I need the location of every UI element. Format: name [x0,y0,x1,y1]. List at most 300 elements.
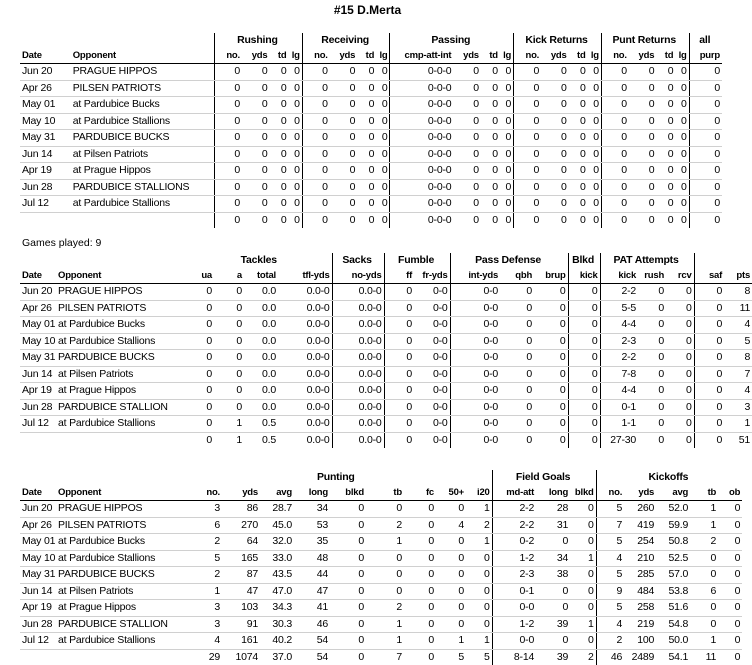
opponent-name: at Pardubice Stallions [56,550,182,567]
total-cell: 0 [675,212,689,228]
stat-cell: 0 [366,567,404,584]
stat-cell: 2-2 [600,350,638,367]
stat-cell: 0 [215,80,242,97]
stat-cell: 0 [436,567,466,584]
opponent-name: at Pilsen Patriots [71,146,215,163]
opponent-name: at Pardubice Stallions [56,333,188,350]
stat-cell: 0 [242,97,269,114]
stat-cell: 0 [629,146,656,163]
stat-cell: 54 [294,633,330,650]
group-header: Sacks [332,253,384,268]
total-cell: 0-0 [414,432,450,448]
stat-cell: 0-0-0 [390,146,453,163]
stat-cell: 5 [182,550,222,567]
column-header: cmp-att-int [390,48,453,64]
total-cell: 0 [569,212,588,228]
stat-cell: 0 [404,550,436,567]
stat-cell: 0 [541,97,568,114]
total-cell: 37.0 [260,649,294,665]
stat-cell: 0 [188,366,214,383]
stat-cell: 0 [656,179,675,196]
game-date: Jun 28 [20,399,56,416]
stat-cell: 0 [601,64,628,81]
stat-cell: 4-4 [600,317,638,334]
stat-cell: 0 [690,550,718,567]
stat-cell: 0 [656,163,675,180]
stat-cell: 0 [570,600,596,617]
stat-cell: 0 [568,300,600,317]
stat-cell: 0-0-0 [390,97,453,114]
stat-cell: 0.0-0 [332,284,384,301]
kicking-stats-table [20,470,742,665]
stat-cell: 0 [601,196,628,213]
stat-cell: 0 [500,350,534,367]
stat-cell: 0 [288,64,302,81]
column-header: yds [624,485,656,501]
stat-cell: 0 [330,567,366,584]
stat-cell: 52.0 [656,501,690,518]
stat-cell: 0 [453,146,480,163]
stat-cell: 91 [222,616,260,633]
stat-cell: 0 [718,534,742,551]
stat-cell: 0 [675,196,689,213]
stat-cell: 87 [222,567,260,584]
stat-cell: 0 [357,113,376,130]
stat-cell: 3 [724,399,752,416]
stat-cell: 0 [384,366,414,383]
stat-cell: 0 [481,179,500,196]
column-header: no. [601,48,628,64]
group-header: Pass Defense [450,253,568,268]
stat-cell: 34.3 [260,600,294,617]
stat-cell: 0 [481,64,500,81]
stat-cell: 0 [588,80,602,97]
column-header: total [244,268,278,284]
table-row [20,550,742,567]
stat-cell: 0 [638,300,666,317]
stat-cell: 0 [601,163,628,180]
column-header: Opponent [56,268,188,284]
stat-cell: 0 [188,333,214,350]
column-header: Date [20,485,56,501]
total-cell: 8-14 [492,649,536,665]
stat-cell: 1 [570,550,596,567]
opponent-name: at Prague Hippos [56,383,188,400]
stat-cell: 86 [222,501,260,518]
stat-cell: 484 [624,583,656,600]
stat-cell: 0 [629,130,656,147]
column-header: pts [724,268,752,284]
total-cell: 0 [330,649,366,665]
stat-cell: 0 [569,64,588,81]
column-header: td [357,48,376,64]
stat-cell: 3 [182,600,222,617]
stat-cell: 34 [294,501,330,518]
stat-cell: 0 [214,399,244,416]
stat-cell: 0 [288,146,302,163]
stat-cell: 0 [384,399,414,416]
stat-cell: 1 [436,633,466,650]
stat-cell: 0 [718,616,742,633]
stat-cell: 0 [269,130,288,147]
stat-cell: 0 [330,80,357,97]
column-header: yds [222,485,260,501]
stat-cell: 0 [601,113,628,130]
stat-cell: 0 [536,534,570,551]
stat-cell: 0.0 [244,383,278,400]
stat-cell: 0 [288,163,302,180]
column-header: ob [718,485,742,501]
stat-cell: 53.8 [656,583,690,600]
stat-cell: 0 [384,333,414,350]
stat-cell: 0 [242,163,269,180]
table-row [20,300,752,317]
stat-cell: 0 [436,501,466,518]
stat-cell: 0 [214,366,244,383]
total-cell [20,212,71,228]
stat-cell: 8 [724,284,752,301]
stat-cell: 0 [357,163,376,180]
stat-cell: 0 [330,179,357,196]
stat-cell: 0 [656,64,675,81]
stat-cell: 0 [366,583,404,600]
stat-cell: 0 [481,130,500,147]
stat-cell: 0 [541,80,568,97]
total-cell: 0 [215,212,242,228]
stat-cell: 0 [514,113,541,130]
stat-cell: 0 [215,163,242,180]
stat-cell: 0 [302,97,329,114]
stat-cell: 0 [588,97,602,114]
stat-cell: 0 [569,80,588,97]
column-header: md-att [492,485,536,501]
stat-cell: 0-0 [414,317,450,334]
stat-cell: 0 [514,80,541,97]
game-date: Apr 19 [20,163,71,180]
stat-cell: 0 [269,179,288,196]
stat-cell: 0 [269,80,288,97]
stat-cell: 0.0-0 [332,416,384,433]
stat-cell: 0 [569,179,588,196]
stat-cell: 0 [514,163,541,180]
total-cell: 0 [453,212,480,228]
total-cell: 0 [500,432,534,448]
stat-cell: 0 [404,567,436,584]
stat-cell: 0 [638,399,666,416]
stat-cell: 0 [718,550,742,567]
stat-cell: 0 [302,179,329,196]
stat-cell: 0 [638,350,666,367]
total-cell: 0 [689,212,722,228]
stat-cell: 2-2 [492,517,536,534]
column-header: blkd [330,485,366,501]
opponent-name: at Prague Hippos [71,163,215,180]
stat-cell: 0 [601,97,628,114]
stat-cell: 0 [330,113,357,130]
opponent-name: PARDUBICE STALLION [56,399,188,416]
column-header: ua [188,268,214,284]
stat-cell: 0 [302,64,329,81]
stat-cell: 2 [690,534,718,551]
stat-cell: 0 [656,80,675,97]
stat-cell: 0 [569,130,588,147]
table-row [20,416,752,433]
stat-cell: 0 [215,97,242,114]
stat-cell: 0 [534,383,568,400]
opponent-name: PARDUBICE BUCKS [71,130,215,147]
total-cell: 0 [638,432,666,448]
table-row [20,284,752,301]
stat-cell: 0.0 [244,333,278,350]
stat-cell: 0 [242,64,269,81]
stat-cell: 0 [500,113,514,130]
stat-cell: 0 [404,616,436,633]
game-date: May 31 [20,130,71,147]
opponent-name: at Pardubice Stallions [56,633,182,650]
game-date: Jun 28 [20,179,71,196]
stat-cell: 0 [188,383,214,400]
table-row [20,97,722,114]
total-cell: 0 [384,432,414,448]
opponent-name: at Pilsen Patriots [56,583,182,600]
stat-cell: 0 [453,130,480,147]
total-cell: 54.1 [656,649,690,665]
stat-cell: 0 [500,333,534,350]
stat-cell: 0.0-0 [278,383,332,400]
stat-cell: 103 [222,600,260,617]
column-header: fc [404,485,436,501]
stat-cell: 2 [466,517,492,534]
game-date: Apr 26 [20,300,56,317]
stat-cell: 0 [302,130,329,147]
stat-cell: 0.0-0 [332,399,384,416]
stat-cell: 2 [596,633,624,650]
column-header: td [481,48,500,64]
stat-cell: 0 [718,633,742,650]
stat-cell: 0 [588,179,602,196]
game-date: May 31 [20,567,56,584]
stat-cell: 1 [690,517,718,534]
stat-cell: 0 [570,501,596,518]
stat-cell: 0 [675,163,689,180]
stat-cell: 0 [656,130,675,147]
total-cell: 1 [214,432,244,448]
stat-cell: 0 [656,97,675,114]
stat-cell: 1 [690,633,718,650]
group-header: Punt Returns [601,33,689,48]
column-header: yds [541,48,568,64]
game-date: Apr 26 [20,80,71,97]
table-row [20,583,742,600]
game-date: Jun 14 [20,366,56,383]
total-cell: 0 [500,212,514,228]
stat-cell: 0 [404,600,436,617]
stat-cell: 0 [588,113,602,130]
totals-row [20,432,752,448]
stat-cell: 41 [294,600,330,617]
stat-cell: 32.0 [260,534,294,551]
group-header: Kickoffs [648,471,689,483]
stat-cell: 0 [330,616,366,633]
stat-cell: 43.5 [260,567,294,584]
table-row [20,64,722,81]
stat-cell: 0 [330,97,357,114]
stat-cell: 0 [404,583,436,600]
total-cell: 29 [182,649,222,665]
stat-cell: 59.9 [656,517,690,534]
stat-cell: 0 [541,146,568,163]
opponent-name: PILSEN PATRIOTS [56,300,188,317]
stat-cell: 0 [689,130,722,147]
total-cell: 5 [466,649,492,665]
stat-cell: 0 [629,64,656,81]
stat-cell: 0-0-0 [390,80,453,97]
game-date: Jul 12 [20,633,56,650]
stat-cell: 0.0-0 [332,300,384,317]
stat-cell: 31 [536,517,570,534]
stat-cell: 0 [500,80,514,97]
total-cell: 0 [656,212,675,228]
total-cell: 0.5 [244,432,278,448]
total-cell: 1074 [222,649,260,665]
column-header: ff [384,268,414,284]
stat-cell: 0 [436,583,466,600]
stat-cell: 0 [269,64,288,81]
table-row [20,517,742,534]
total-cell: 51 [724,432,752,448]
stat-cell: 40.2 [260,633,294,650]
opponent-name: at Pardubice Stallions [56,416,188,433]
total-cell: 0-0 [450,432,500,448]
stat-cell: 0 [242,113,269,130]
stat-cell: 0 [288,113,302,130]
stat-cell: 0 [404,633,436,650]
total-cell [20,432,56,448]
column-header: yds [242,48,269,64]
stat-cell: 0 [694,333,724,350]
stat-cell: 0 [694,416,724,433]
stat-cell: 0 [536,583,570,600]
column-header: Opponent [71,48,215,64]
stat-cell: 1 [466,534,492,551]
stat-cell: 0.0-0 [278,416,332,433]
stat-cell: 0-0 [414,300,450,317]
offense-stats-table [20,33,722,228]
group-header: Receiving [302,33,390,48]
game-date: Jul 12 [20,196,71,213]
column-header: 50+ [436,485,466,501]
column-header: tfl-yds [278,268,332,284]
stat-cell: 0 [214,350,244,367]
column-header: no. [182,485,222,501]
opponent-name: PARDUBICE STALLION [56,616,182,633]
stat-cell: 0 [568,333,600,350]
stat-cell: 0 [376,130,390,147]
game-date: May 31 [20,350,56,367]
stat-cell: 219 [624,616,656,633]
stat-cell: 5 [596,501,624,518]
stat-cell: 0 [718,567,742,584]
stat-cell: 1-2 [492,550,536,567]
stat-cell: 4 [596,616,624,633]
group-header: Tackles [188,253,332,268]
stat-cell: 0 [376,196,390,213]
opponent-name: PRAGUE HIPPOS [71,64,215,81]
stat-cell: 0 [481,146,500,163]
stat-cell: 0 [436,534,466,551]
stat-cell: 4-4 [600,383,638,400]
stat-cell: 2 [366,600,404,617]
stat-cell: 11 [724,300,752,317]
total-cell: 0.0-0 [278,432,332,448]
stat-cell: 0 [376,163,390,180]
stat-cell: 0-0 [492,600,536,617]
stat-cell: 0 [242,179,269,196]
total-cell: 0 [242,212,269,228]
stat-cell: 0 [376,80,390,97]
stat-cell: 0 [629,113,656,130]
stat-cell: 0 [357,97,376,114]
total-cell: 46 [596,649,624,665]
table-row [20,616,742,633]
stat-cell: 0 [330,633,366,650]
total-cell [20,649,56,665]
stat-cell: 0.0 [244,300,278,317]
stat-cell: 0 [481,113,500,130]
stat-cell: 0 [366,501,404,518]
column-header: blkd [570,485,596,501]
stat-cell: 0 [330,501,366,518]
game-date: May 01 [20,534,56,551]
total-cell: 0.0-0 [332,432,384,448]
stat-cell: 0-2 [492,534,536,551]
opponent-name: at Pilsen Patriots [56,366,188,383]
total-cell: 0 [330,212,357,228]
stat-cell: 0 [215,196,242,213]
stat-cell: 0 [656,196,675,213]
stat-cell: 0 [366,550,404,567]
group-header: Blkd [568,253,600,268]
column-header: td [569,48,588,64]
stat-cell: 5 [596,600,624,617]
stat-cell: 0 [629,97,656,114]
stat-cell: 0 [466,567,492,584]
stat-cell: 0 [694,399,724,416]
table-row [20,383,752,400]
stat-cell: 0 [357,146,376,163]
column-header: yds [629,48,656,64]
stat-cell: 0 [718,600,742,617]
table-row [20,366,752,383]
stat-cell: 0.5 [244,416,278,433]
stat-cell: 52.5 [656,550,690,567]
column-header: rush [638,268,666,284]
stat-cell: 0 [453,97,480,114]
stat-cell: 0 [453,179,480,196]
stat-cell: 0 [269,196,288,213]
stat-cell: 8 [724,350,752,367]
stat-cell: 0 [638,416,666,433]
stat-cell: 0 [453,196,480,213]
column-header: avg [260,485,294,501]
stat-cell: 0 [269,163,288,180]
stat-cell: 28 [536,501,570,518]
stat-cell: 161 [222,633,260,650]
stat-cell: 0-0 [414,284,450,301]
group-header: all [699,34,711,46]
group-header: PAT Attempts [600,253,694,268]
stat-cell: 0 [500,416,534,433]
